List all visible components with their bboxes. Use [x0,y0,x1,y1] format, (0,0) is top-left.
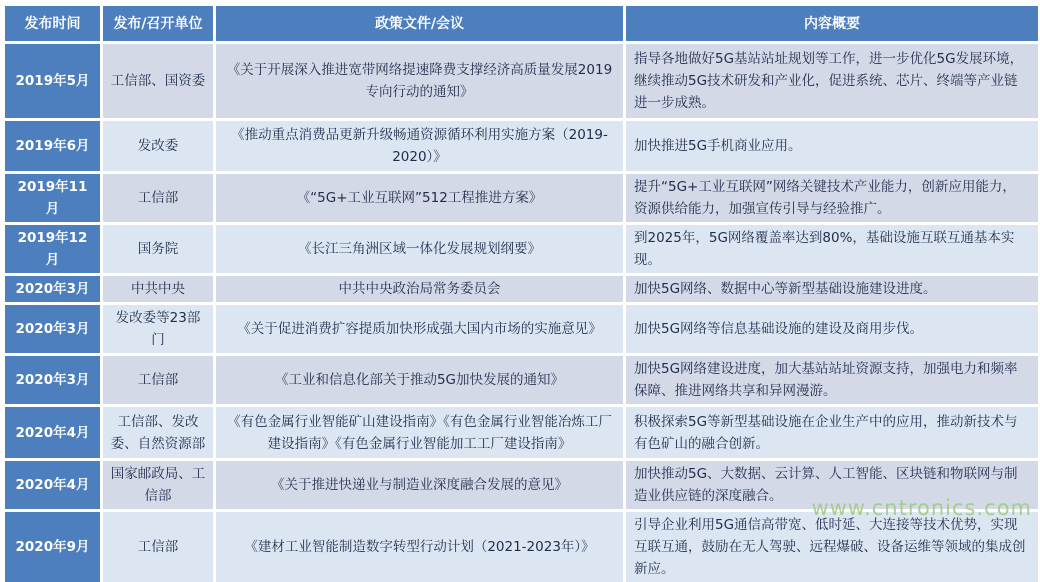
cell-unit: 中共中央 [103,276,213,302]
cell-summary: 加快推进5G手机商业应用。 [626,121,1038,171]
cell-summary: 加快5G网络等信息基础设施的建设及商用步伐。 [626,305,1038,353]
cell-summary: 加快推动5G、大数据、云计算、人工智能、区块链和物联网与制造业供应链的深度融合。 [626,461,1038,509]
table-row [5,305,1038,353]
table-row [5,225,1038,273]
cell-summary: 积极探索5G等新型基础设施在企业生产中的应用，推动新技术与有色矿山的融合创新。 [626,407,1038,458]
cell-date: 2020年4月 [5,407,100,458]
table-row [5,44,1038,118]
cell-unit: 发改委 [103,121,213,171]
cell-summary: 指导各地做好5G基站站址规划等工作，进一步优化5G发展环境，继续推动5G技术研发和产业化，促进系统、芯片、终端等产业链进一步成熟。 [626,44,1038,118]
cell-date: 2020年4月 [5,461,100,509]
cell-policy: 《关于开展深入推进宽带网络提速降费支撑经济高质量发展2019专向行动的通知》 [216,44,623,118]
col-header-unit: 发布/召开单位 [103,6,213,41]
table-row [5,356,1038,404]
cell-policy: 《长江三角洲区域一体化发展规划纲要》 [216,225,623,273]
cell-policy: 《关于推进快递业与制造业深度融合发展的意见》 [216,461,623,509]
cell-policy: 《关于促进消费扩容提质加快形成强大国内市场的实施意见》 [216,305,623,353]
cell-unit: 工信部 [103,174,213,222]
cell-unit: 国家邮政局、工信部 [103,461,213,509]
cell-date: 2019年11月 [5,174,100,222]
cell-date: 2019年5月 [5,44,100,118]
cell-date: 2020年9月 [5,512,100,582]
table-row [5,276,1038,302]
table-body [5,44,1038,582]
cell-date: 2019年12月 [5,225,100,273]
cell-date: 2020年3月 [5,276,100,302]
table-row [5,121,1038,171]
col-header-policy: 政策文件/会议 [216,6,623,41]
table-row [5,174,1038,222]
cell-summary: 加快5G网络、数据中心等新型基础设施建设进度。 [626,276,1038,302]
cell-policy: 《“5G+工业互联网”512工程推进方案》 [216,174,623,222]
cell-policy: 《工业和信息化部关于推动5G加快发展的通知》 [216,356,623,404]
cell-summary: 到2025年，5G网络覆盖率达到80%，基础设施互联互通基本实现。 [626,225,1038,273]
cell-unit: 国务院 [103,225,213,273]
cell-date: 2020年3月 [5,356,100,404]
cell-policy: 《建材工业智能制造数字转型行动计划（2021-2023年）》 [216,512,623,582]
table-row [5,461,1038,509]
cell-summary: 加快5G网络建设进度，加大基站站址资源支持，加强电力和频率保障、推进网络共享和异网漫游。 [626,356,1038,404]
cell-unit: 工信部 [103,512,213,582]
cell-summary: 提升“5G+工业互联网”网络关键技术产业能力，创新应用能力，资源供给能力，加强宣传引导与经验推广。 [626,174,1038,222]
col-header-date: 发布时间 [5,6,100,41]
table-row [5,407,1038,458]
table-header-row [5,6,1038,41]
cell-policy: 《有色金属行业智能矿山建设指南》《有色金属行业智能冶炼工厂建设指南》《有色金属行业智能加工工厂建设指南》 [216,407,623,458]
cell-unit: 工信部 [103,356,213,404]
cell-date: 2019年6月 [5,121,100,171]
cell-unit: 工信部、发改委、自然资源部 [103,407,213,458]
cell-unit: 发改委等23部门 [103,305,213,353]
cell-date: 2020年3月 [5,305,100,353]
cell-policy: 中共中央政治局常务委员会 [216,276,623,302]
cell-summary: 引导企业利用5G通信高带宽、低时延、大连接等技术优势，实现互联互通，鼓励在无人驾驶、远程爆破、设备运维等领域的集成创新应。 [626,512,1038,582]
table-row [5,512,1038,582]
watermark: www.cntronics.com [811,496,1032,520]
cell-unit: 工信部、国资委 [103,44,213,118]
cell-policy: 《推动重点消费品更新升级畅通资源循环利用实施方案（2019-2020）》 [216,121,623,171]
col-header-summary: 内容概要 [626,6,1038,41]
